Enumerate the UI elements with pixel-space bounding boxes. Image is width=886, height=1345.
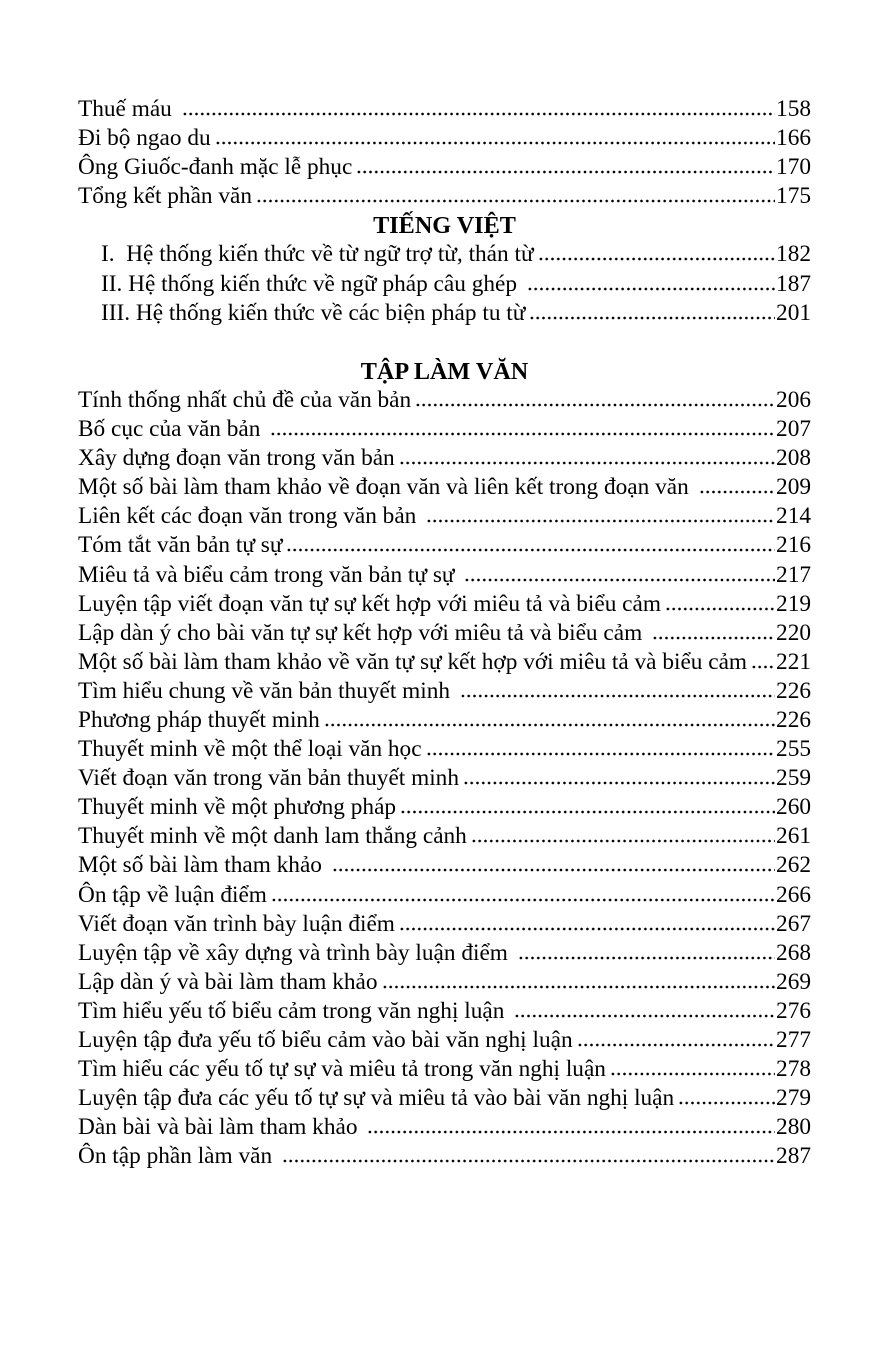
toc-entry (78, 299, 811, 328)
toc-entry-title: I. Hệ thống kiến thức về từ ngữ trợ từ, thán từ (101, 241, 534, 268)
toc-entry-title: Thuyết minh về một thể loại văn học (78, 736, 422, 763)
toc-entry-title: Một số bài làm tham khảo về đoạn văn và liên kết trong đoạn văn (78, 474, 695, 501)
toc-entry (78, 444, 811, 473)
toc-entry-title: Một số bài làm tham khảo về văn tự sự kết hợp với miêu tả và biểu cảm (78, 648, 748, 675)
toc-entry (78, 1026, 811, 1055)
dot-leader (415, 403, 775, 407)
toc-entry-page: 255 (776, 736, 811, 763)
toc-entry (78, 648, 811, 677)
toc-entry-page: 217 (776, 561, 811, 588)
section-heading: TẬP LÀM VĂN (360, 357, 529, 385)
dot-leader (577, 1043, 775, 1047)
toc-entry-page: 214 (776, 503, 811, 530)
toc-entry-page: 277 (776, 1027, 811, 1053)
toc-entry-page: 276 (776, 997, 811, 1024)
toc-entry-title: Thuế máu (78, 96, 178, 122)
toc-entry (78, 240, 811, 269)
toc-entry-page: 261 (776, 823, 811, 850)
toc-entry-title: Ôn tập về luận điểm (78, 881, 267, 908)
dot-leader (256, 199, 775, 203)
dot-leader (538, 257, 775, 261)
dot-leader (678, 1101, 775, 1105)
toc-entry (78, 1113, 811, 1142)
dot-leader (399, 461, 775, 465)
toc-entry-title: Ôn tập phần làm văn (78, 1143, 278, 1170)
dot-leader (282, 1159, 775, 1163)
toc-entry-page: 220 (776, 619, 811, 646)
dot-leader (610, 1072, 775, 1076)
toc-entry (78, 502, 811, 531)
toc-entry (78, 561, 811, 590)
toc-entry-title: Thuyết minh về một danh lam thắng cảnh (78, 823, 467, 850)
toc-entry (78, 939, 811, 968)
toc-entry (78, 851, 811, 880)
toc-entry (78, 386, 811, 415)
toc-entry (78, 764, 811, 793)
toc-entry-title: Luyện tập đưa yếu tố biểu cảm vào bài văn nghị luận (78, 1027, 573, 1053)
dot-leader (182, 112, 775, 116)
toc-entry-title: Tìm hiểu các yếu tố tự sự và miêu tả trong văn nghị luận (78, 1056, 606, 1083)
dot-leader (527, 287, 775, 291)
dot-leader (426, 519, 775, 523)
dot-leader (382, 985, 776, 989)
toc-entry (78, 1142, 811, 1171)
dot-leader (518, 956, 775, 960)
toc-entry-page: 266 (776, 881, 811, 908)
toc-entry (78, 1084, 811, 1113)
toc-entry-title: Xây dựng đoạn văn trong văn bản (78, 445, 395, 472)
dot-leader (400, 810, 775, 814)
toc-entry-page: 260 (776, 794, 811, 821)
dot-leader (367, 1130, 775, 1134)
toc-entry-title: Liên kết các đoạn văn trong văn bản (78, 503, 423, 530)
toc-entry (78, 793, 811, 822)
dot-leader (463, 781, 775, 785)
toc-entry (78, 968, 811, 997)
toc-entry-page: 226 (776, 706, 811, 733)
toc-entry-page: 278 (776, 1056, 811, 1083)
toc-entry (78, 182, 811, 211)
toc-entry-page: 158 (776, 96, 811, 122)
dot-leader (471, 839, 775, 843)
toc-entry-title: III. Hệ thống kiến thức về các biện pháp tu từ (101, 299, 526, 326)
toc-entry-title: Ông Giuốc-đanh mặc lễ phục (78, 154, 353, 181)
toc-entry-title: Dàn bài và bài làm tham khảo (78, 1114, 364, 1141)
toc-entry-title: Tổng kết phần văn (78, 183, 253, 210)
toc-entry (78, 997, 811, 1026)
dot-leader (699, 490, 775, 494)
toc-entry-page: 267 (776, 910, 811, 937)
toc-entry-title: Tìm hiểu chung về văn bản thuyết minh (78, 677, 456, 704)
toc-entry-page: 208 (776, 445, 811, 472)
toc-entry-page: 279 (776, 1085, 811, 1112)
toc-entry-title: Một số bài làm tham khảo (78, 852, 328, 879)
toc-entry (78, 270, 811, 299)
toc-entry-title: Thuyết minh về một phương pháp (78, 794, 397, 821)
toc-entry-page: 166 (776, 125, 811, 152)
dot-leader (286, 548, 775, 552)
toc-entry-page: 206 (776, 386, 811, 413)
toc-entry-title: Bố cục của văn bản (78, 416, 267, 443)
toc-entry-title: Viết đoạn văn trình bày luận điểm (78, 910, 395, 937)
dot-leader (514, 1014, 775, 1018)
table-of-contents (78, 95, 811, 1171)
dot-leader (464, 578, 775, 582)
toc-entry-page: 175 (776, 183, 811, 210)
section-heading: TIẾNG VIỆT (373, 212, 516, 240)
dot-leader (426, 752, 775, 756)
toc-entry-title: Tóm tắt văn bản tự sự (78, 532, 283, 559)
toc-entry (78, 677, 811, 706)
dot-leader (356, 170, 775, 174)
toc-entry-page: 187 (776, 270, 811, 297)
toc-entry-page: 259 (776, 765, 811, 792)
toc-entry (78, 822, 811, 851)
dot-leader (215, 141, 775, 145)
toc-entry-page: 201 (776, 299, 811, 326)
toc-entry-title: Miêu tả và biểu cảm trong văn bản tự sự (78, 561, 461, 588)
toc-entry-page: 170 (776, 154, 811, 181)
toc-entry (78, 881, 811, 910)
toc-entry (78, 1055, 811, 1084)
toc-entry (78, 910, 811, 939)
toc-entry (78, 735, 811, 764)
toc-entry-page: 207 (776, 416, 811, 443)
toc-entry-title: Luyện tập về xây dựng và trình bày luận điểm (78, 939, 514, 966)
toc-entry-title: Luyện tập đưa các yếu tố tự sự và miêu tả vào bài văn nghị luận (78, 1085, 675, 1112)
dot-leader (652, 636, 775, 640)
toc-entry (78, 415, 811, 444)
toc-entry-title: Tính thống nhất chủ đề của văn bản (78, 386, 412, 413)
toc-entry (78, 706, 811, 735)
dot-leader (399, 927, 775, 931)
dot-leader (529, 316, 775, 320)
toc-entry (78, 153, 811, 182)
toc-entry (78, 619, 811, 648)
toc-entry (78, 590, 811, 619)
toc-entry-page: 287 (776, 1143, 811, 1170)
dot-leader (751, 665, 775, 669)
toc-entry-page: 262 (776, 852, 811, 879)
toc-entry-page: 219 (776, 590, 811, 617)
toc-entry-page: 221 (776, 648, 811, 675)
toc-entry-page: 269 (776, 968, 811, 995)
toc-entry-title: Tìm hiểu yếu tố biểu cảm trong văn nghị luận (78, 997, 511, 1024)
toc-entry-page: 280 (776, 1114, 811, 1141)
toc-entry-title: Lập dàn ý và bài làm tham khảo (78, 968, 378, 995)
dot-leader (332, 868, 775, 872)
toc-entry (78, 531, 811, 560)
toc-entry-page: 268 (776, 939, 811, 966)
dot-leader (460, 694, 775, 698)
toc-entry-page: 216 (776, 532, 811, 559)
toc-entry (78, 124, 811, 153)
toc-entry-title: Luyện tập viết đoạn văn tự sự kết hợp với miêu tả và biểu cảm (78, 590, 661, 617)
toc-entry-title: Lập dàn ý cho bài văn tự sự kết hợp với miêu tả và biểu cảm (78, 619, 649, 646)
toc-entry-page: 182 (776, 241, 811, 268)
dot-leader (324, 723, 775, 727)
toc-entry-page: 226 (776, 677, 811, 704)
toc-entry-title: Viết đoạn văn trong văn bản thuyết minh (78, 765, 459, 792)
toc-entry-title: Đi bộ ngao du (78, 125, 211, 152)
toc-entry-title: Phương pháp thuyết minh (78, 706, 320, 733)
dot-leader (665, 607, 775, 611)
toc-entry-title: II. Hệ thống kiến thức về ngữ pháp câu ghép (101, 270, 523, 297)
dot-leader (270, 432, 775, 436)
toc-entry (78, 473, 811, 502)
dot-leader (271, 898, 775, 902)
toc-entry-page: 209 (776, 474, 811, 501)
toc-entry (78, 95, 811, 124)
